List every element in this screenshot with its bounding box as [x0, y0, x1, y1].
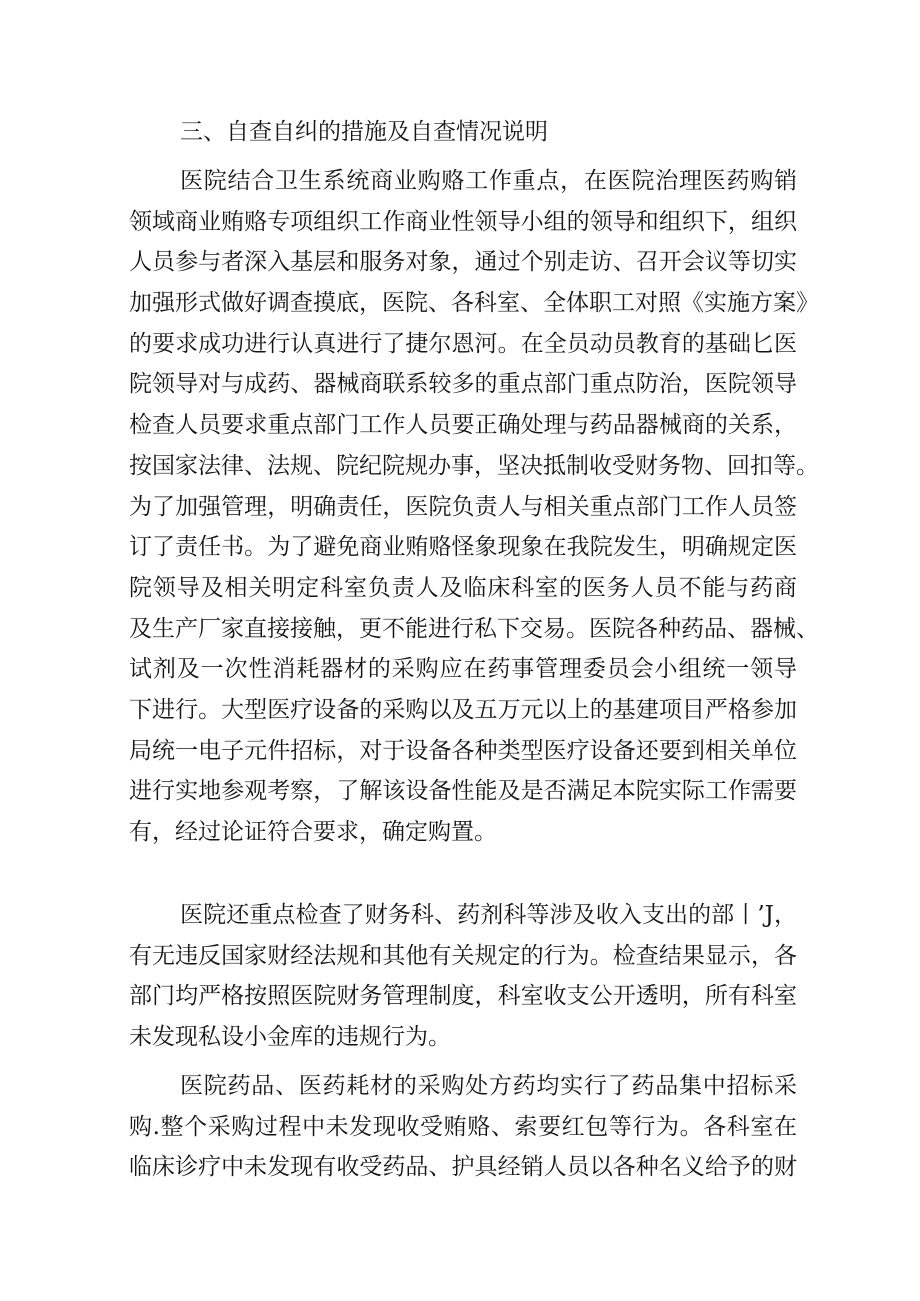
text-line: 人员参与者深入基层和服务对象，通过个别走访、召开会议等切实: [129, 249, 797, 276]
text-line: 按国家法律、法规、院纪院规办事，坚决抵制收受财务物、回扣等。: [129, 452, 819, 479]
text-line: 有无违反国家财经法规和其他有关规定的行为。检查结果显示，各: [129, 942, 797, 969]
text-line: 订了责任书。为了避免商业贿赂怪象现象在我院发生，明确规定医: [129, 534, 797, 561]
text-line: 领域商业贿赂专项组织工作商业性领导小组的领导和组织下，组织: [129, 208, 797, 235]
text-line: 院领导及相关明定科室负责人及临床科室的医务人员不能与药商: [129, 574, 797, 601]
paragraph-3: [129, 1066, 797, 1188]
text-line: 试剂及一次性消耗器材的采购应在药事管理委员会小组统一领导: [129, 656, 797, 683]
text-line: 为了加强管理，明确责任，医院负责人与相关重点部门工作人员签: [129, 493, 797, 520]
text-line: 医院还重点检查了财务科、药剂科等涉及收入支出的部丨’J，: [180, 902, 797, 928]
paragraph-1: [129, 161, 819, 853]
text-line: 局统一电子元件招标，对于设备各种类型医疗设备还要到相关单位: [129, 737, 797, 764]
section-heading: 三、自查自纠的措施及自查情况说明: [180, 119, 548, 145]
text-line: 未发现私设小金库的违规行为。: [129, 1024, 451, 1051]
text-line: 下进行。大型医疗设备的采购以及五万元以上的基建项目严格参加: [129, 696, 797, 723]
text-line: 加强形式做好调查摸底，医院、各科室、全体职工对照《实施方案》: [129, 290, 819, 317]
text-line: 进行实地参观考察，了解该设备性能及是否满足本院实际工作需要: [129, 778, 797, 805]
paragraph-2: [129, 895, 797, 1058]
text-line: 医院药品、医药耗材的采购处方药均实行了药品集中招标采: [180, 1073, 797, 1099]
text-line: 购.整个采购过程中未发现收受贿赂、索要红包等行为。各科室在: [129, 1113, 797, 1140]
text-line: 临床诊疗中未发现有收受药品、护具经销人员以各种名义给予的财: [129, 1154, 797, 1181]
text-line: 部门均严格按照医院财务管理制度，科室收支公开透明，所有科室: [129, 983, 797, 1010]
text-line: 院领导对与成药、器械商联系较多的重点部门重点防治，医院领导: [129, 371, 797, 398]
text-line: 检查人员要求重点部门工作人员要正确处理与药品器械商的关系，: [129, 412, 797, 439]
text-line: 及生产厂家直接接触，更不能进行私下交易。医院各种药品、器械、: [129, 615, 819, 642]
text-line: 的要求成功进行认真进行了捷尔恩河。在全员动员教育的基础匕医: [129, 330, 797, 357]
text-line: 医院结合卫生系统商业购赂工作重点，在医院治理医药购销: [180, 168, 797, 194]
text-line: 有，经过论证符合要求，确定购置。: [129, 819, 497, 845]
